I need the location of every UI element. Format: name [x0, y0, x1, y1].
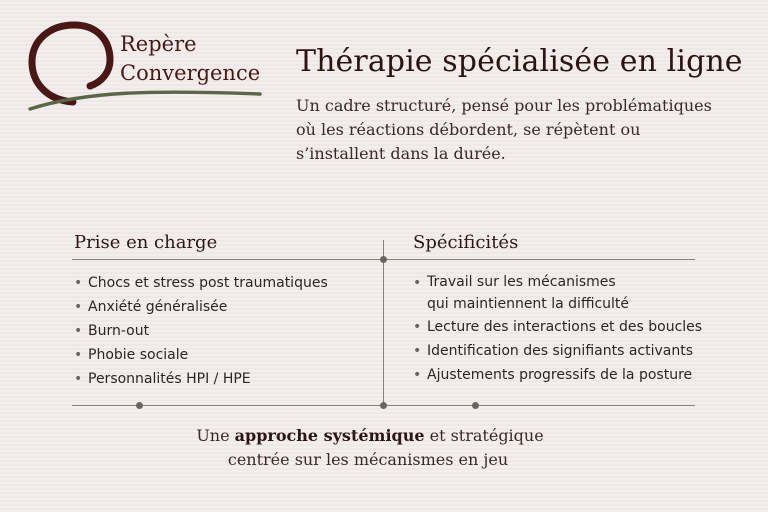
care-list-item: • Burn-out [74, 319, 374, 343]
column-divider [383, 240, 384, 408]
care-list-item: • Personnalités HPI / HPE [74, 367, 374, 391]
divider-dot [472, 402, 479, 409]
specificity-list-item: • Ajustements progressifs de la posture [413, 363, 713, 387]
intro-line: où les réactions débordent, se répètent ou [296, 120, 641, 139]
specificity-list-item: • Lecture des interactions et des boucles [413, 315, 713, 339]
footer-line-1 [0, 424, 754, 448]
brand-name-line-2: Convergence [120, 61, 261, 85]
brand-name-line-1: Repère [120, 32, 197, 56]
brand-logo [24, 20, 274, 118]
divider-dot [380, 256, 387, 263]
care-heading: Prise en charge [74, 232, 218, 253]
specificities-heading: Spécificités [413, 232, 519, 253]
intro-line: Un cadre structuré, pensé pour les problématiques [296, 96, 712, 115]
divider-dot [380, 402, 387, 409]
care-list [74, 271, 374, 391]
specificity-line: qui maintiennent la difficulté [427, 296, 630, 312]
footer-suffix: et stratégique [424, 426, 544, 445]
divider-dot [136, 402, 143, 409]
specificities-list [413, 271, 713, 387]
footer-line-2: centrée sur les mécanismes en jeu [227, 450, 509, 469]
specificity-line: • Travail sur les mécanismes [427, 274, 616, 290]
intro-text [296, 94, 726, 166]
footer-emphasis: approche systémique [234, 426, 425, 445]
page-title: Thérapie spécialisée en ligne [296, 44, 743, 79]
intro-line: s’installent dans la durée. [296, 144, 506, 163]
specificity-list-item [413, 271, 713, 315]
specificity-list-item: • Identification des signifiants activants [413, 339, 713, 363]
care-list-item: • Chocs et stress post traumatiques [74, 271, 374, 295]
care-list-item: • Anxiété généralisée [74, 295, 374, 319]
footer-prefix: Une [196, 426, 235, 445]
footer-tagline [0, 424, 768, 472]
care-list-item: • Phobie sociale [74, 343, 374, 367]
